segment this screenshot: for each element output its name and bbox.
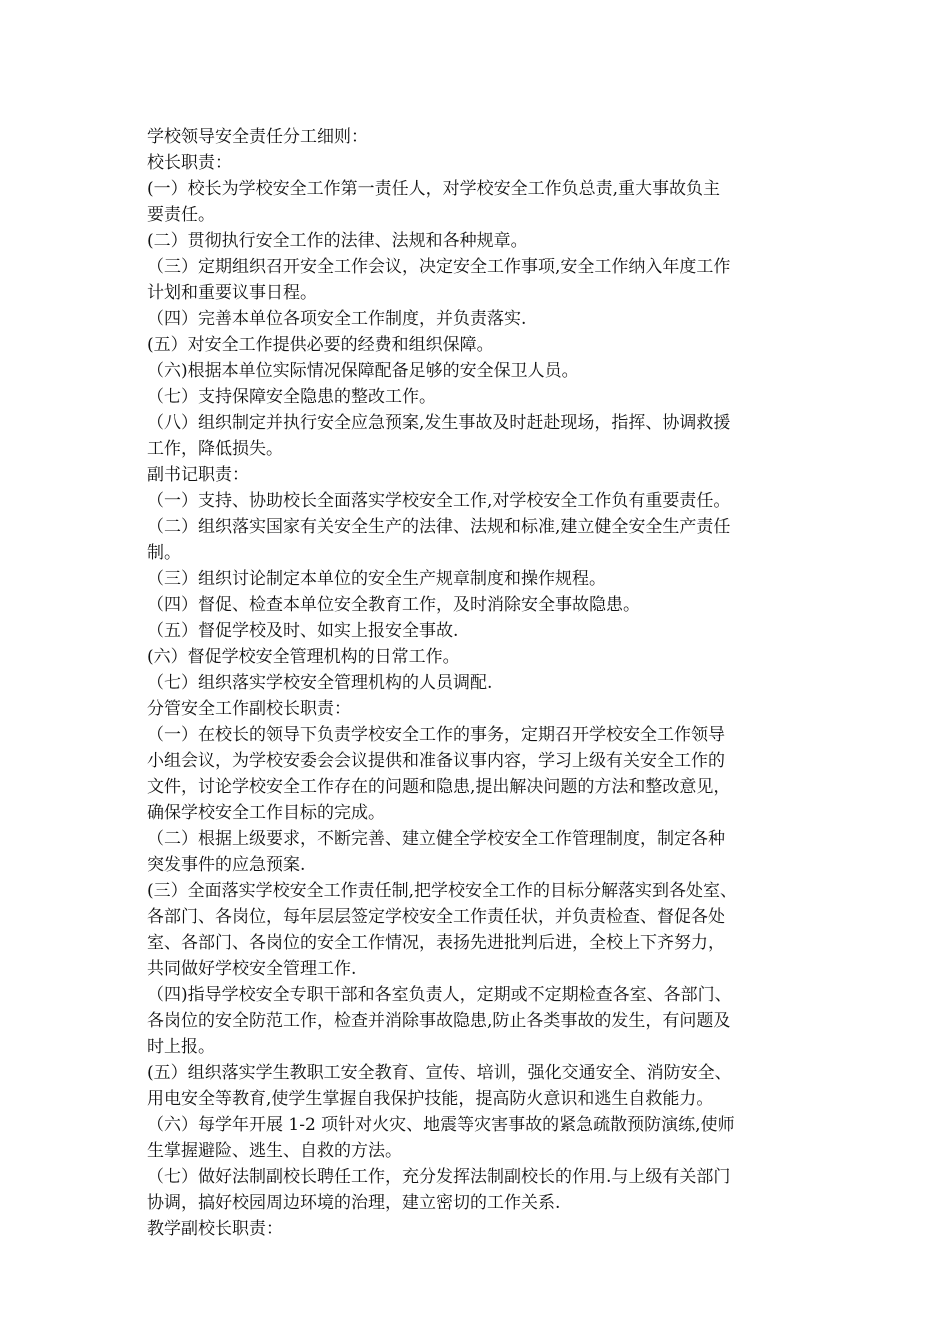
text-line: 制。 <box>147 543 181 563</box>
text-line: (五）组织落实学生教职工安全教育、宣传、培训，强化交通安全、消防安全、 <box>147 1063 732 1083</box>
text-line: （七）组织落实学校安全管理机构的人员调配. <box>147 673 493 693</box>
text-line: 各部门、各岗位，每年层层签定学校安全工作责任状，并负责检查、督促各处 <box>147 907 725 927</box>
text-line: （三）组织讨论制定本单位的安全生产规章制度和操作规程。 <box>147 569 606 589</box>
text-line: 各岗位的安全防范工作，检查并消除事故隐患,防止各类事故的发生，有问题及 <box>147 1011 731 1031</box>
text-line: (五）对安全工作提供必要的经费和组织保障。 <box>147 335 494 355</box>
text-line: （一）支持、协助校长全面落实学校安全工作,对学校安全工作负有重要责任。 <box>147 491 731 511</box>
text-line: 工作，降低损失。 <box>147 439 283 459</box>
text-line: （五）督促学校及时、如实上报安全事故. <box>147 621 459 641</box>
document-body <box>147 124 819 1242</box>
text-line: （七）支持保障安全隐患的整改工作。 <box>147 387 436 407</box>
section-heading-teaching-vice-principal: 教学副校长职责： <box>147 1219 283 1239</box>
text-line: （一）在校长的领导下负责学校安全工作的事务，定期召开学校安全工作领导 <box>147 725 725 745</box>
text-line: (六）督促学校安全管理机构的日常工作。 <box>147 647 460 667</box>
text-line: （六)根据本单位实际情况保障配备足够的安全保卫人员。 <box>147 361 579 381</box>
text-line: 共同做好学校安全管理工作. <box>147 959 357 979</box>
document-title: 学校领导安全责任分工细则： <box>147 127 368 147</box>
text-line: (一）校长为学校安全工作第一责任人，对学校安全工作负总责,重大事故负主 <box>147 179 721 199</box>
section-heading-deputy-secretary: 副书记职责： <box>147 465 249 485</box>
text-line: 室、各部门、各岗位的安全工作情况，表扬先进批判后进，全校上下齐努力， <box>147 933 725 953</box>
text-line: （四）督促、检查本单位安全教育工作，及时消除安全事故隐患。 <box>147 595 640 615</box>
text-line: 协调，搞好校园周边环境的治理，建立密切的工作关系. <box>147 1193 561 1213</box>
text-line: 小组会议，为学校安委会会议提供和准备议事内容，学习上级有关安全工作的 <box>147 751 725 771</box>
text-line: （六）每学年开展 1-2 项针对火灾、地震等灾害事故的紧急疏散预防演练,使师 <box>147 1115 735 1135</box>
text-line: 突发事件的应急预案. <box>147 855 306 875</box>
text-line: （七）做好法制副校长聘任工作，充分发挥法制副校长的作用.与上级有关部门 <box>147 1167 731 1187</box>
text-line: （八）组织制定并执行安全应急预案,发生事故及时赶赴现场，指挥、协调救援 <box>147 413 731 433</box>
text-line: （四)指导学校安全专职干部和各室负责人，定期或不定期检查各室、各部门、 <box>147 985 732 1005</box>
text-line: （三）定期组织召开安全工作会议，决定安全工作事项,安全工作纳入年度工作 <box>147 257 731 277</box>
text-line: （二）组织落实国家有关安全生产的法律、法规和标准,建立健全安全生产责任 <box>147 517 731 537</box>
section-heading-safety-vice-principal: 分管安全工作副校长职责： <box>147 699 351 719</box>
text-line: (二）贯彻执行安全工作的法律、法规和各种规章。 <box>147 231 528 251</box>
text-line: (三）全面落实学校安全工作责任制,把学校安全工作的目标分解落实到各处室、 <box>147 881 738 901</box>
text-line: 确保学校安全工作目标的完成。 <box>147 803 385 823</box>
text-line: （四）完善本单位各项安全工作制度，并负责落实. <box>147 309 527 329</box>
text-line: 时上报。 <box>147 1037 215 1057</box>
text-line: 要责任。 <box>147 205 215 225</box>
text-line: 生掌握避险、逃生、自救的方法。 <box>147 1141 402 1161</box>
section-heading-principal: 校长职责： <box>147 153 232 173</box>
text-line: 计划和重要议事日程。 <box>147 283 317 303</box>
text-line: 用电安全等教育,使学生掌握自我保护技能，提高防火意识和逃生自救能力。 <box>147 1089 714 1109</box>
text-line: （二）根据上级要求，不断完善、建立健全学校安全工作管理制度，制定各种 <box>147 829 725 849</box>
text-line: 文件，讨论学校安全工作存在的问题和隐患,提出解决问题的方法和整改意见， <box>147 777 731 797</box>
